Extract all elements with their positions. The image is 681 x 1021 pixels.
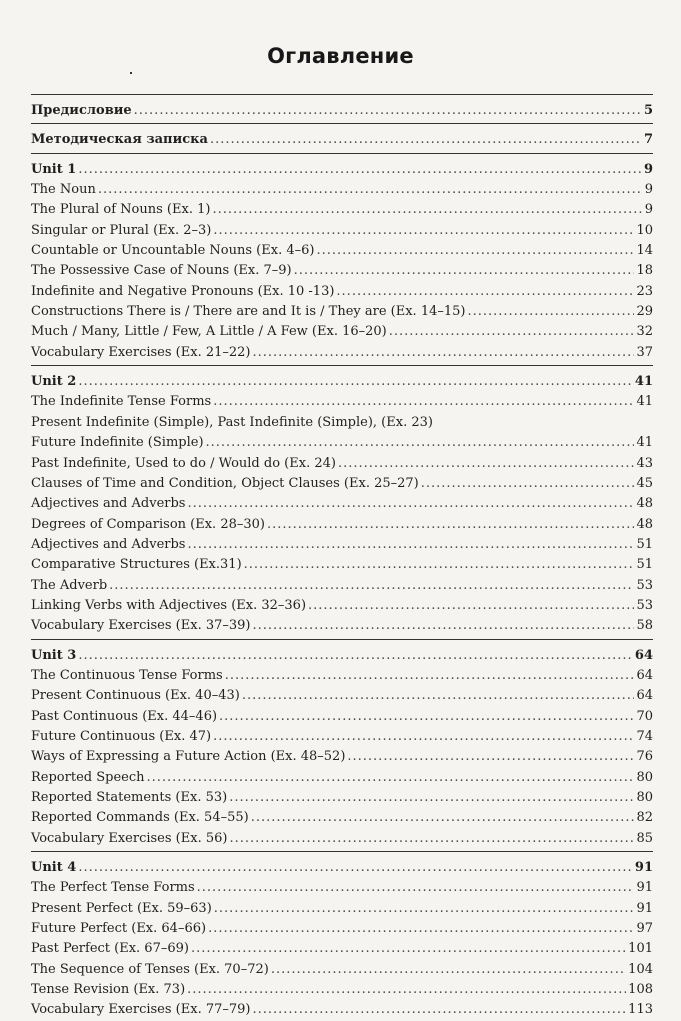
dot-leader	[308, 596, 634, 616]
toc-entry-label: Future Perfect (Ex. 64–66)	[31, 921, 207, 937]
dot-leader	[213, 221, 634, 241]
dot-leader	[214, 899, 635, 919]
toc-page-number: 53	[636, 597, 653, 613]
toc-entry[interactable]	[31, 707, 653, 727]
dot-leader	[242, 686, 635, 706]
toc-page-number: 9	[643, 161, 653, 177]
toc-entry-label: Reported Commands (Ex. 54–55)	[31, 810, 249, 826]
toc-page-number: 85	[636, 830, 653, 846]
toc-page-number: 9	[644, 202, 653, 218]
toc-entry[interactable]	[31, 302, 653, 322]
toc-entry-label: Unit 2	[31, 374, 77, 390]
toc-entry[interactable]	[31, 413, 653, 433]
toc-entry-label: Vocabulary Exercises (Ex. 21–22)	[31, 344, 251, 360]
dot-leader	[316, 241, 634, 261]
dot-leader	[109, 576, 634, 596]
toc-page-number: 101	[628, 941, 653, 957]
dot-leader	[210, 130, 642, 150]
toc-entry-label: Vocabulary Exercises (Ex. 56)	[31, 830, 228, 846]
toc-page-number: 5	[643, 103, 653, 118]
toc-entry-label: Future Continuous (Ex. 47)	[31, 728, 212, 744]
toc-entry-label: The Continuous Tense Forms	[31, 667, 223, 683]
toc-section-heading[interactable]	[31, 130, 653, 150]
toc-entry-label: The Noun	[31, 182, 96, 198]
toc-entry-label: Much / Many, Little / Few, A Little / A Few (Ex. 16–20)	[31, 324, 387, 340]
dot-leader	[197, 878, 635, 898]
dot-leader	[134, 101, 642, 121]
toc-entry-label: Past Indefinite, Used to do / Would do (Ex. 24)	[31, 455, 336, 471]
toc-entry[interactable]	[31, 241, 653, 261]
toc-entry[interactable]	[31, 555, 653, 575]
toc-section-heading[interactable]	[31, 160, 653, 180]
dot-leader	[187, 494, 634, 514]
dot-leader	[191, 939, 626, 959]
toc-entry[interactable]	[31, 747, 653, 767]
toc-entry-label: Vocabulary Exercises (Ex. 37–39)	[31, 618, 251, 634]
dot-leader	[206, 433, 635, 453]
toc-entry-label: The Indefinite Tense Forms	[31, 394, 212, 410]
toc-entry-label: Present Continuous (Ex. 40–43)	[31, 688, 240, 704]
toc-entry-label: The Adverb	[31, 577, 108, 593]
dot-leader	[253, 616, 635, 636]
toc-entry[interactable]	[31, 768, 653, 788]
toc-entry[interactable]	[31, 960, 653, 980]
toc-entry[interactable]	[31, 808, 653, 828]
toc-page-number: 113	[628, 1002, 653, 1018]
toc-entry[interactable]	[31, 322, 653, 342]
dot-leader	[271, 960, 626, 980]
dot-leader	[229, 829, 634, 849]
dot-leader	[244, 555, 635, 575]
toc-entry-label: Ways of Expressing a Future Action (Ex. 48–52)	[31, 749, 346, 765]
toc-entry[interactable]	[31, 980, 653, 1000]
toc-entry-label: Unit 4	[31, 860, 77, 876]
toc-entry-label: Adjectives and Adverbs	[31, 496, 186, 512]
dot-leader	[146, 768, 634, 788]
toc-entry-label: Reported Speech	[31, 769, 145, 785]
toc-entry-label: Present Perfect (Ex. 59–63)	[31, 900, 212, 916]
toc-page-number: 76	[636, 749, 653, 765]
toc-entry-label: Unit 3	[31, 647, 77, 663]
dot-leader	[78, 646, 633, 666]
toc-page-number: 48	[636, 496, 653, 512]
toc-entry[interactable]	[31, 596, 653, 616]
toc-page-number: 23	[636, 283, 653, 299]
toc-entry[interactable]	[31, 899, 653, 919]
toc-section-heading[interactable]	[31, 372, 653, 392]
dot-leader	[219, 707, 634, 727]
toc-page-number: 45	[636, 475, 653, 491]
toc-page-number: 64	[634, 647, 653, 663]
dot-leader	[212, 200, 642, 220]
dot-leader	[98, 180, 643, 200]
table-of-contents	[31, 94, 653, 1021]
toc-entry[interactable]	[31, 666, 653, 686]
toc-section-heading[interactable]	[31, 858, 653, 878]
toc-entry[interactable]	[31, 261, 653, 281]
toc-entry[interactable]	[31, 180, 653, 200]
section-divider	[31, 365, 653, 366]
toc-section-heading[interactable]	[31, 101, 653, 121]
toc-page-number: 41	[636, 435, 653, 451]
toc-entry[interactable]	[31, 494, 653, 514]
toc-entry[interactable]	[31, 200, 653, 220]
toc-entry[interactable]	[31, 616, 653, 636]
toc-entry[interactable]	[31, 727, 653, 747]
toc-entry-label: The Sequence of Tenses (Ex. 70–72)	[31, 961, 269, 977]
toc-page-number: 48	[636, 516, 653, 532]
toc-entry-label: The Plural of Nouns (Ex. 1)	[31, 202, 211, 218]
toc-entry[interactable]	[31, 474, 653, 494]
toc-entry[interactable]	[31, 221, 653, 241]
toc-page-number: 64	[636, 688, 653, 704]
dot-leader	[251, 808, 635, 828]
toc-page-number: 64	[636, 667, 653, 683]
dot-leader	[213, 392, 634, 412]
section-divider	[31, 153, 653, 154]
toc-page-number: 53	[636, 577, 653, 593]
toc-page-number: 10	[636, 222, 653, 238]
dot-leader	[187, 980, 626, 1000]
toc-page-number: 51	[636, 536, 653, 552]
dot-leader	[294, 261, 635, 281]
toc-entry-label: Unit 1	[31, 161, 77, 177]
toc-entry-label: Методическая записка	[31, 132, 208, 148]
toc-page-number: 41	[634, 374, 653, 390]
dot-leader	[253, 343, 635, 363]
toc-page-number: 91	[636, 900, 653, 916]
toc-page-number: 97	[636, 921, 653, 937]
toc-page-number: 104	[628, 961, 653, 977]
dot-leader	[267, 515, 634, 535]
toc-page-number: 82	[636, 810, 653, 826]
toc-entry-label: Past Perfect (Ex. 67–69)	[31, 941, 189, 957]
toc-section-heading[interactable]	[31, 646, 653, 666]
toc-entry-label: Constructions There is / There are and It is / They are (Ex. 14–15)	[31, 304, 466, 320]
toc-page-number: 91	[636, 880, 653, 896]
toc-entry-label: The Perfect Tense Forms	[31, 880, 195, 896]
toc-entry[interactable]	[31, 392, 653, 412]
dot-leader	[347, 747, 634, 767]
toc-page-number: 74	[636, 728, 653, 744]
dot-leader	[253, 1000, 627, 1020]
print-speck	[130, 72, 132, 74]
toc-entry[interactable]	[31, 433, 653, 453]
toc-entry-label: Adjectives and Adverbs	[31, 536, 186, 552]
section-divider	[31, 123, 653, 124]
dot-leader	[78, 858, 633, 878]
toc-entry[interactable]	[31, 515, 653, 535]
toc-entry[interactable]	[31, 878, 653, 898]
toc-entry-label: Clauses of Time and Condition, Object Clauses (Ex. 25–27)	[31, 475, 419, 491]
dot-leader	[467, 302, 634, 322]
toc-entry-label: Vocabulary Exercises (Ex. 77–79)	[31, 1002, 251, 1018]
toc-page-number: 58	[636, 618, 653, 634]
toc-page-number: 41	[636, 394, 653, 410]
toc-entry-label: Reported Statements (Ex. 53)	[31, 790, 228, 805]
toc-page-number: 32	[636, 324, 653, 340]
toc-page-number: 29	[636, 304, 653, 320]
toc-entry-label: The Possessive Case of Nouns (Ex. 7–9)	[31, 263, 292, 279]
toc-entry-label: Comparative Structures (Ex.31)	[31, 557, 242, 573]
toc-entry[interactable]	[31, 939, 653, 959]
toc-page-number: 9	[644, 182, 653, 198]
toc-entry[interactable]	[31, 919, 653, 939]
dot-leader	[389, 322, 635, 342]
toc-page-number: 7	[643, 132, 653, 148]
toc-page-number: 37	[636, 344, 653, 360]
dot-leader	[229, 788, 634, 808]
toc-entry[interactable]	[31, 282, 653, 302]
toc-entry-label: Degrees of Comparison (Ex. 28–30)	[31, 516, 265, 532]
section-divider	[31, 94, 653, 95]
toc-entry[interactable]	[31, 576, 653, 596]
dot-leader	[225, 666, 635, 686]
toc-entry-label: Linking Verbs with Adjectives (Ex. 32–36)	[31, 597, 307, 613]
dot-leader	[421, 474, 635, 494]
toc-page-number: 80	[636, 790, 653, 805]
page-title: Оглавление	[267, 44, 414, 68]
toc-page-number: 108	[628, 982, 653, 998]
toc-entry[interactable]	[31, 788, 653, 808]
toc-page-number: 43	[636, 455, 653, 471]
toc-entry[interactable]	[31, 343, 653, 363]
dot-leader	[78, 160, 642, 180]
toc-entry-label: Present Indefinite (Simple), Past Indefinite (Simple), (Ex. 23)	[31, 414, 433, 430]
toc-entry-label: Tense Revision (Ex. 73)	[31, 982, 186, 998]
dot-leader	[338, 454, 635, 474]
dot-leader	[213, 727, 634, 747]
toc-entry-label: Countable or Uncountable Nouns (Ex. 4–6)	[31, 243, 315, 259]
section-divider	[31, 851, 653, 852]
toc-page-number: 51	[636, 557, 653, 573]
toc-entry-label: Singular or Plural (Ex. 2–3)	[31, 222, 212, 238]
toc-page-number: 14	[636, 243, 653, 259]
toc-entry[interactable]	[31, 1000, 653, 1020]
dot-leader	[336, 282, 634, 302]
dot-leader	[187, 535, 634, 555]
toc-entry-label: Past Continuous (Ex. 44–46)	[31, 708, 218, 724]
toc-entry-label: Предисловие	[31, 103, 132, 118]
dot-leader	[78, 372, 633, 392]
toc-page-number: 91	[634, 860, 653, 876]
toc-entry-label: Indefinite and Negative Pronouns (Ex. 10 -13)	[31, 283, 335, 299]
toc-entry[interactable]	[31, 686, 653, 706]
toc-entry-label: Future Indefinite (Simple)	[31, 435, 204, 451]
toc-entry[interactable]	[31, 454, 653, 474]
toc-page-number: 80	[636, 769, 653, 785]
toc-page-number: 70	[636, 708, 653, 724]
section-divider	[31, 639, 653, 640]
dot-leader	[208, 919, 634, 939]
toc-entry[interactable]	[31, 829, 653, 849]
toc-entry[interactable]	[31, 535, 653, 555]
toc-page-number: 18	[636, 263, 653, 279]
